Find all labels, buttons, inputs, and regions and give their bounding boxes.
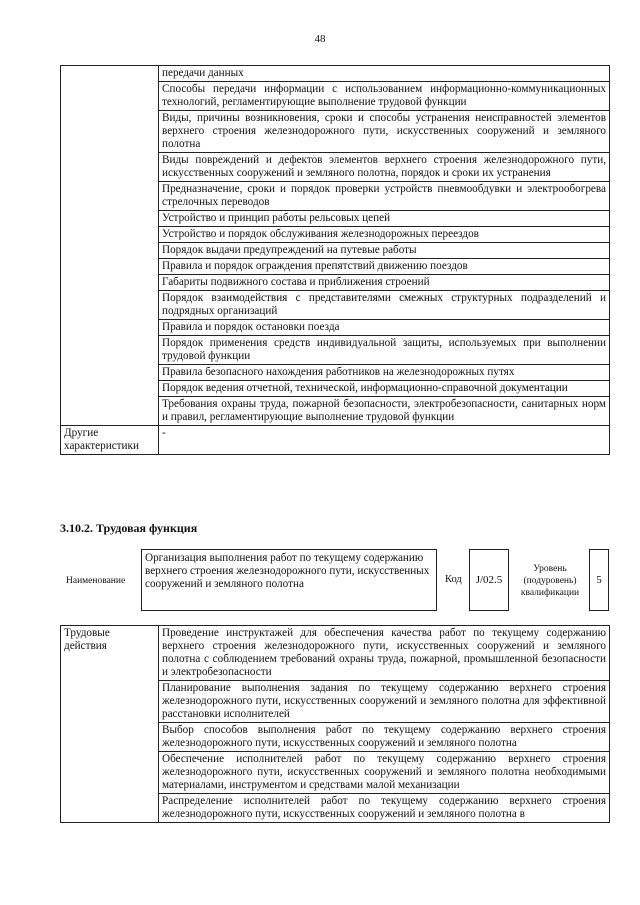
labor-actions-table — [60, 625, 610, 823]
knowledge-item: Способы передачи информации с использованием информационно-коммуникационных технологий, регламентирующие выполнение трудовой функции — [159, 82, 610, 111]
page-number: 48 — [314, 33, 326, 45]
table-row — [61, 626, 610, 681]
knowledge-item: Правила и порядок остановки поезда — [159, 320, 610, 336]
knowledge-item: Виды, причины возникновения, сроки и способы устранения неисправностей элементов верхнего строения железнодорожного пути, искусственных сооружений и земляного полотна — [159, 111, 610, 153]
qualification-level: 5 — [589, 549, 609, 611]
labor-action-item: Распределение исполнителей работ по текущему содержанию верхнего строения железнодорожного пути, искусственных сооружений и земляного полотна в — [159, 794, 610, 823]
knowledge-item: Габариты подвижного состава и приближения строений — [159, 275, 610, 291]
knowledge-item: Правила и порядок ограждения препятствий движению поездов — [159, 259, 610, 275]
knowledge-item: Устройство и принцип работы рельсовых цепей — [159, 211, 610, 227]
code-label: Код — [445, 574, 462, 585]
knowledge-item: Виды повреждений и дефектов элементов верхнего строения железнодорожного пути, искусственных сооружений и земляного полотна, порядок и сроки их устранения — [159, 153, 610, 182]
section-heading: 3.10.2. Трудовая функция — [60, 521, 198, 535]
labor-action-item: Проведение инструктажей для обеспечения качества работ по текущему содержанию верхнего строения железнодорожного пути, искусственных сооружений и земляного полотна с соблюдением требований охраны труда, пожарной, промышленной безопасности и электробезопасности — [159, 626, 610, 681]
labor-actions-label: Трудовые действия — [61, 626, 159, 823]
knowledge-item: передачи данных — [159, 66, 610, 82]
table-row — [61, 426, 610, 455]
function-name: Организация выполнения работ по текущему содержанию верхнего строения железнодорожного пути, искусственных сооружений и земляного полотна — [141, 549, 437, 611]
knowledge-item: Порядок ведения отчетной, технической, информационно-справочной документации — [159, 381, 610, 397]
other-characteristics-value: - — [159, 426, 610, 455]
knowledge-label-cell — [61, 66, 159, 426]
labor-action-item: Выбор способов выполнения работ по текущему содержанию верхнего строения железнодорожного пути, искусственных сооружений и земляного полотна — [159, 723, 610, 752]
labor-action-item: Обеспечение исполнителей работ по текущему содержанию верхнего строения железнодорожного пути, искусственных сооружений и земляного полотна необходимыми материалами, инструментом и средствами малой механизации — [159, 752, 610, 794]
table-row — [61, 66, 610, 82]
knowledge-item: Требования охраны труда, пожарной безопасности, электробезопасности, санитарных норм и правил, регламентирующие выполнение трудовой функции — [159, 397, 610, 426]
other-characteristics-label: Другие характеристики — [61, 426, 159, 455]
knowledge-item: Предназначение, сроки и порядок проверки устройств пневмообдувки и электрообогрева стрелочных переводов — [159, 182, 610, 211]
knowledge-item: Порядок выдачи предупреждений на путевые работы — [159, 243, 610, 259]
function-code: J/02.5 — [469, 549, 509, 611]
name-label: Наименование — [66, 576, 126, 586]
knowledge-item: Порядок применения средств индивидуальной защиты, используемых при выполнении трудовой функции — [159, 336, 610, 365]
level-label: Уровень (подуровень) квалификации — [520, 564, 580, 598]
function-header — [60, 549, 610, 613]
knowledge-item: Устройство и порядок обслуживания железнодорожных переездов — [159, 227, 610, 243]
knowledge-item: Порядок взаимодействия с представителями смежных структурных подразделений и подрядных организаций — [159, 291, 610, 320]
labor-action-item: Планирование выполнения задания по текущему содержанию верхнего строения железнодорожного пути, искусственных сооружений и земляного полотна для эффективной расстановки исполнителей — [159, 681, 610, 723]
knowledge-table — [60, 65, 610, 455]
knowledge-item: Правила безопасного нахождения работников на железнодорожных путях — [159, 365, 610, 381]
